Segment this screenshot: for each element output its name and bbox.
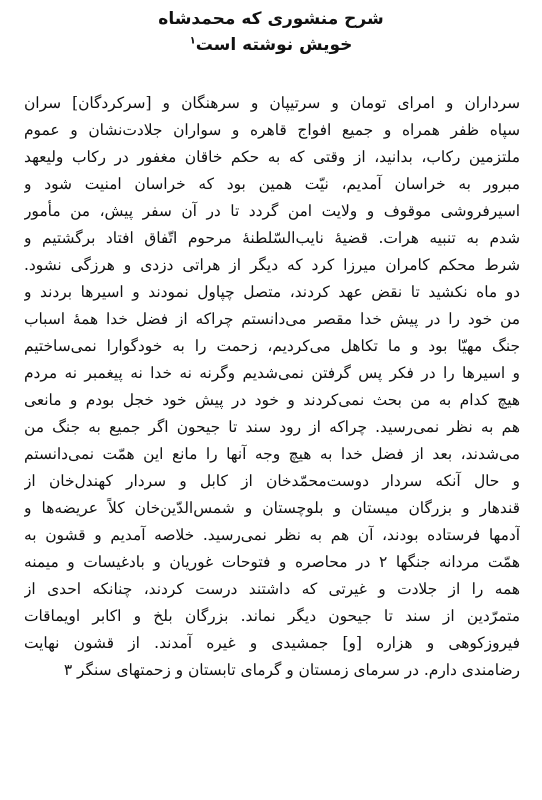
- body-line: متمرّدین از سند تا جیحون دیگر نماند. بزرگان بلخ و اکابر اویماقات: [24, 607, 520, 625]
- body-line: رضامندی دارم. در سرمای زمستان و گرمای تابستان و زحمتهای سنگر ۳: [63, 661, 520, 679]
- title-footnote-mark: ۱: [189, 35, 196, 47]
- document-body: [24, 90, 520, 684]
- body-line: شدم به تنبیه هرات. قضیهٔ نایب‌السّلطنهٔ مرحوم اتّفاق افتاد برگشتیم و: [24, 229, 520, 247]
- body-line: آدمها فرستاده بودند، آن هم به نظر نمی‌رسید. خلاصه آمدیم و قشون به: [24, 526, 520, 544]
- body-line: همّت مردانه جنگها ۲ در محاصره و فتوحات غوریان و بادغیسات و میمنه: [24, 553, 520, 571]
- document-title-text: خویش نوشته است: [195, 35, 353, 55]
- body-line: فیروزکوهی و هزاره [و] جمشیدی و غیره آمدند. از قشون نهایت: [24, 634, 520, 652]
- body-line: هیچ کدام به من بحث نمی‌کردند و خود در پیش خود خجل بودم و مانعی: [24, 391, 520, 409]
- body-line: قندهار و بزرگان میستان و بلوچستان و شمس‌الدّین‌خان کلاً عریضه‌ها و: [24, 499, 520, 517]
- body-line: دو ماه نکشید تا نقض عهد کردند، متصل چپاول نمودند و اسیرها بردند و: [24, 283, 520, 301]
- body-line: اسیرفروشی موقوف و ولایت امن گردد تا در آن سفر پیش، من مأمور: [24, 202, 520, 220]
- document-title-line-2: [0, 32, 542, 58]
- body-line: و حال آنکه سردار دوست‌محمّدخان از کابل و سردار کهندل‌خان از: [24, 472, 520, 490]
- body-line: می‌شدند، بعد از فضل خدا به هیچ وجه آنها را مانع این همّت نمی‌دانستم: [24, 445, 520, 463]
- body-line: هم به نظر نمی‌رسید. چراکه از رود سند تا جیحون اگر جمیع به جنگ من: [24, 418, 520, 436]
- document-title-line-1: شرح منشوری که محمدشاه: [158, 9, 384, 29]
- body-line: مبرور به خراسان آمدیم، نیّت همین بود که خراسان امنیت شود و: [24, 175, 520, 193]
- body-line: جنگ مهیّا بود و ما تکاهل می‌کردیم، زحمت را به خودگوارا نمی‌ساختیم: [24, 337, 520, 355]
- body-line: همه را از جلادت و غیرتی که داشتند درست کردند، چنانکه احدی از: [24, 580, 520, 598]
- body-line: ملتزمین رکاب، بدانید، از وقتی که به حکم خاقان مغفور در رکاب ولیعهد: [24, 148, 520, 166]
- body-line: و اسیرها را در فکر پس گرفتن نمی‌شدیم وگرنه نه خدا نه پیغمبر نه مردم: [24, 364, 520, 382]
- body-line: سرداران و امرای تومان و سرتیپان و سرهنگان و [سرکردگان] سران: [24, 94, 520, 112]
- body-line: من خود را در پیش خدا مقصر می‌دانستم چراکه از فضل خدا همهٔ اسباب: [24, 310, 520, 328]
- body-line: سپاه ظفر همراه و جمیع افواج قاهره و سواران جلادت‌نشان و عموم: [24, 121, 520, 139]
- body-line: شرط محکم کامران میرزا کرد که دیگر از هراتی دزدی و هرزگی نشود.: [24, 256, 520, 274]
